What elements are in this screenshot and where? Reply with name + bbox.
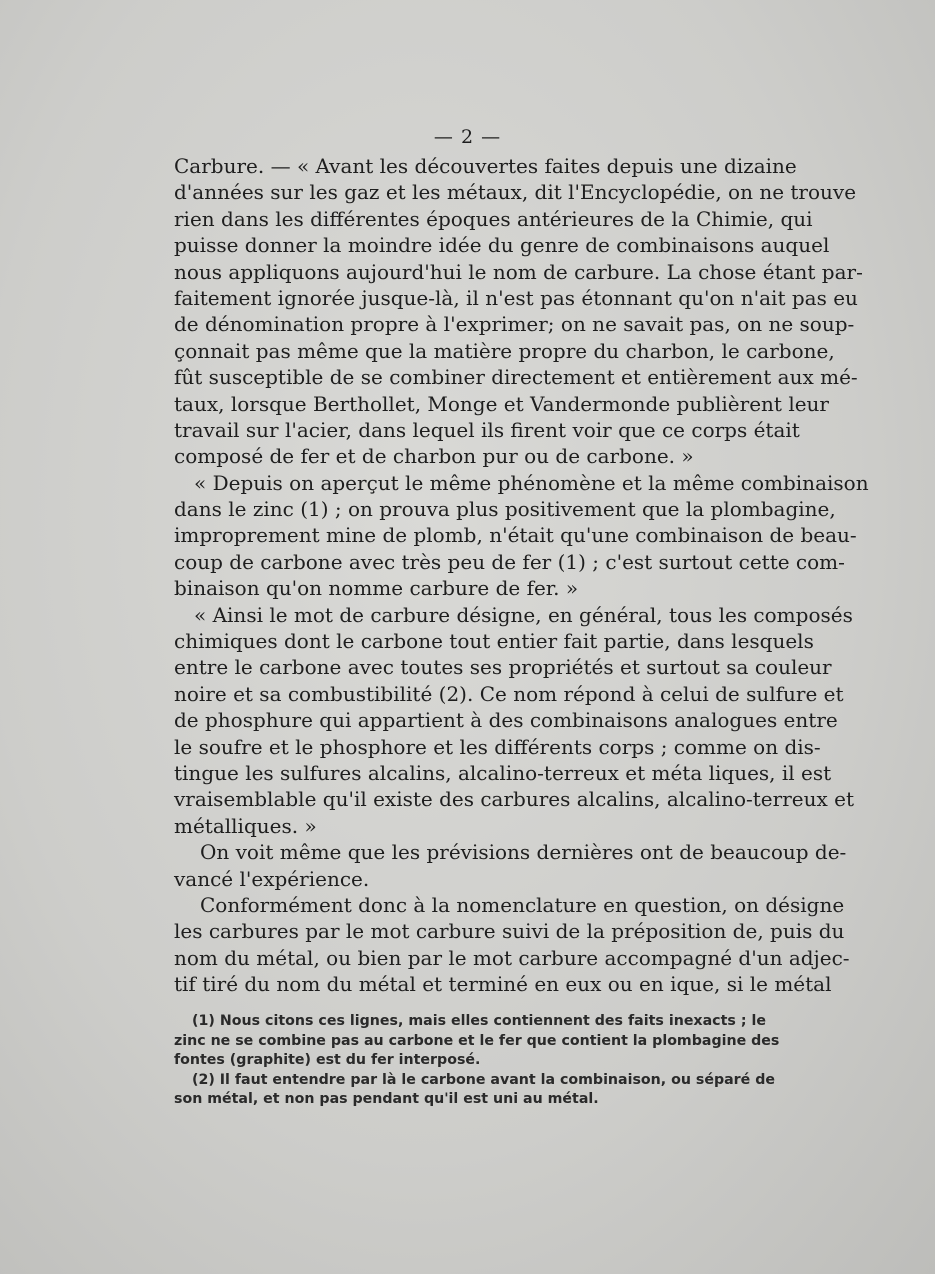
text-line: « Depuis on aperçut le même phénomène et la même combinaison — [194, 470, 869, 495]
text-line: de phosphure qui appartient à des combinaisons analogues entre — [174, 708, 838, 733]
text-line: nous appliquons aujourd'hui le nom de carbure. La chose étant par- — [174, 259, 863, 284]
text-line: vraisemblable qu'il existe des carbures alcalins, alcalino-terreux et — [174, 787, 854, 812]
text-line: fût susceptible de se combiner directement et entièrement aux mé- — [174, 365, 858, 390]
text-line: Carbure. — « Avant les découvertes faites depuis une dizaine — [174, 154, 797, 178]
text-line: dans le zinc (1) ; on prouva plus positivement que la plombagine, — [174, 497, 836, 522]
footnote-line: fontes (graphite) est du fer interposé. — [174, 1052, 481, 1069]
footnote-line: son métal, et non pas pendant qu'il est uni au métal. — [174, 1091, 599, 1108]
text-line: Conformément donc à la nomenclature en question, on désigne — [200, 892, 845, 917]
text-line: tif tiré du nom du métal et terminé en eux ou en ique, si le métal — [174, 972, 832, 997]
text-line: improprement mine de plomb, n'était qu'une combinaison de beau- — [174, 523, 857, 548]
text-line: taux, lorsque Berthollet, Monge et Vandermonde publièrent leur — [174, 391, 829, 416]
footnote-line: (1) Nous citons ces lignes, mais elles contiennent des faits inexacts ; le — [192, 1013, 766, 1029]
text-line: vancé l'expérience. — [174, 866, 370, 891]
body-text — [174, 153, 869, 998]
text-line: chimiques dont le carbone tout entier fait partie, dans lesquels — [174, 629, 814, 654]
text-line: métalliques. » — [174, 813, 317, 838]
footnotes — [174, 1012, 780, 1110]
text-line: binaison qu'on nomme carbure de fer. » — [174, 576, 579, 601]
text-line: entre le carbone avec toutes ses propriétés et surtout sa couleur — [174, 655, 832, 680]
text-line: les carbures par le mot carbure suivi de la préposition de, puis du — [174, 919, 845, 944]
text-line: de dénomination propre à l'exprimer; on ne savait pas, on ne soup- — [174, 312, 855, 337]
text-line: çonnait pas même que la matière propre du charbon, le carbone, — [174, 338, 835, 363]
text-line: noire et sa combustibilité (2). Ce nom répond à celui de sulfure et — [174, 681, 844, 706]
text-line: d'années sur les gaz et les métaux, dit l'Encyclopédie, on ne trouve — [174, 180, 857, 205]
text-line: composé de fer et de charbon pur ou de carbone. » — [174, 444, 694, 469]
text-line: On voit même que les prévisions dernières ont de beaucoup de- — [200, 840, 847, 865]
text-line: « Ainsi le mot de carbure désigne, en général, tous les composés — [194, 602, 853, 627]
text-line: le soufre et le phosphore et les différents corps ; comme on dis- — [174, 734, 821, 759]
page-number: — 2 — — [433, 126, 502, 148]
text-line: travail sur l'acier, dans lequel ils firent voir que ce corps était — [174, 417, 800, 442]
text-line: rien dans les différentes époques antérieures de la Chimie, qui — [174, 206, 813, 231]
footnote-line: zinc ne se combine pas au carbone et le fer que contient la plombagine des — [174, 1032, 780, 1049]
text-line: nom du métal, ou bien par le mot carbure accompagné d'un adjec- — [174, 945, 850, 970]
text-line: coup de carbone avec très peu de fer (1) ; c'est surtout cette com- — [174, 549, 845, 574]
text-line: faitement ignorée jusque-là, il n'est pas étonnant qu'on n'ait pas eu — [174, 285, 858, 310]
text-line: tingue les sulfures alcalins, alcalino-terreux et méta liques, il est — [174, 760, 832, 785]
footnote-line: (2) Il faut entendre par là le carbone avant la combinaison, ou séparé de — [192, 1071, 776, 1088]
text-line: puisse donner la moindre idée du genre de combinaisons auquel — [174, 233, 830, 258]
